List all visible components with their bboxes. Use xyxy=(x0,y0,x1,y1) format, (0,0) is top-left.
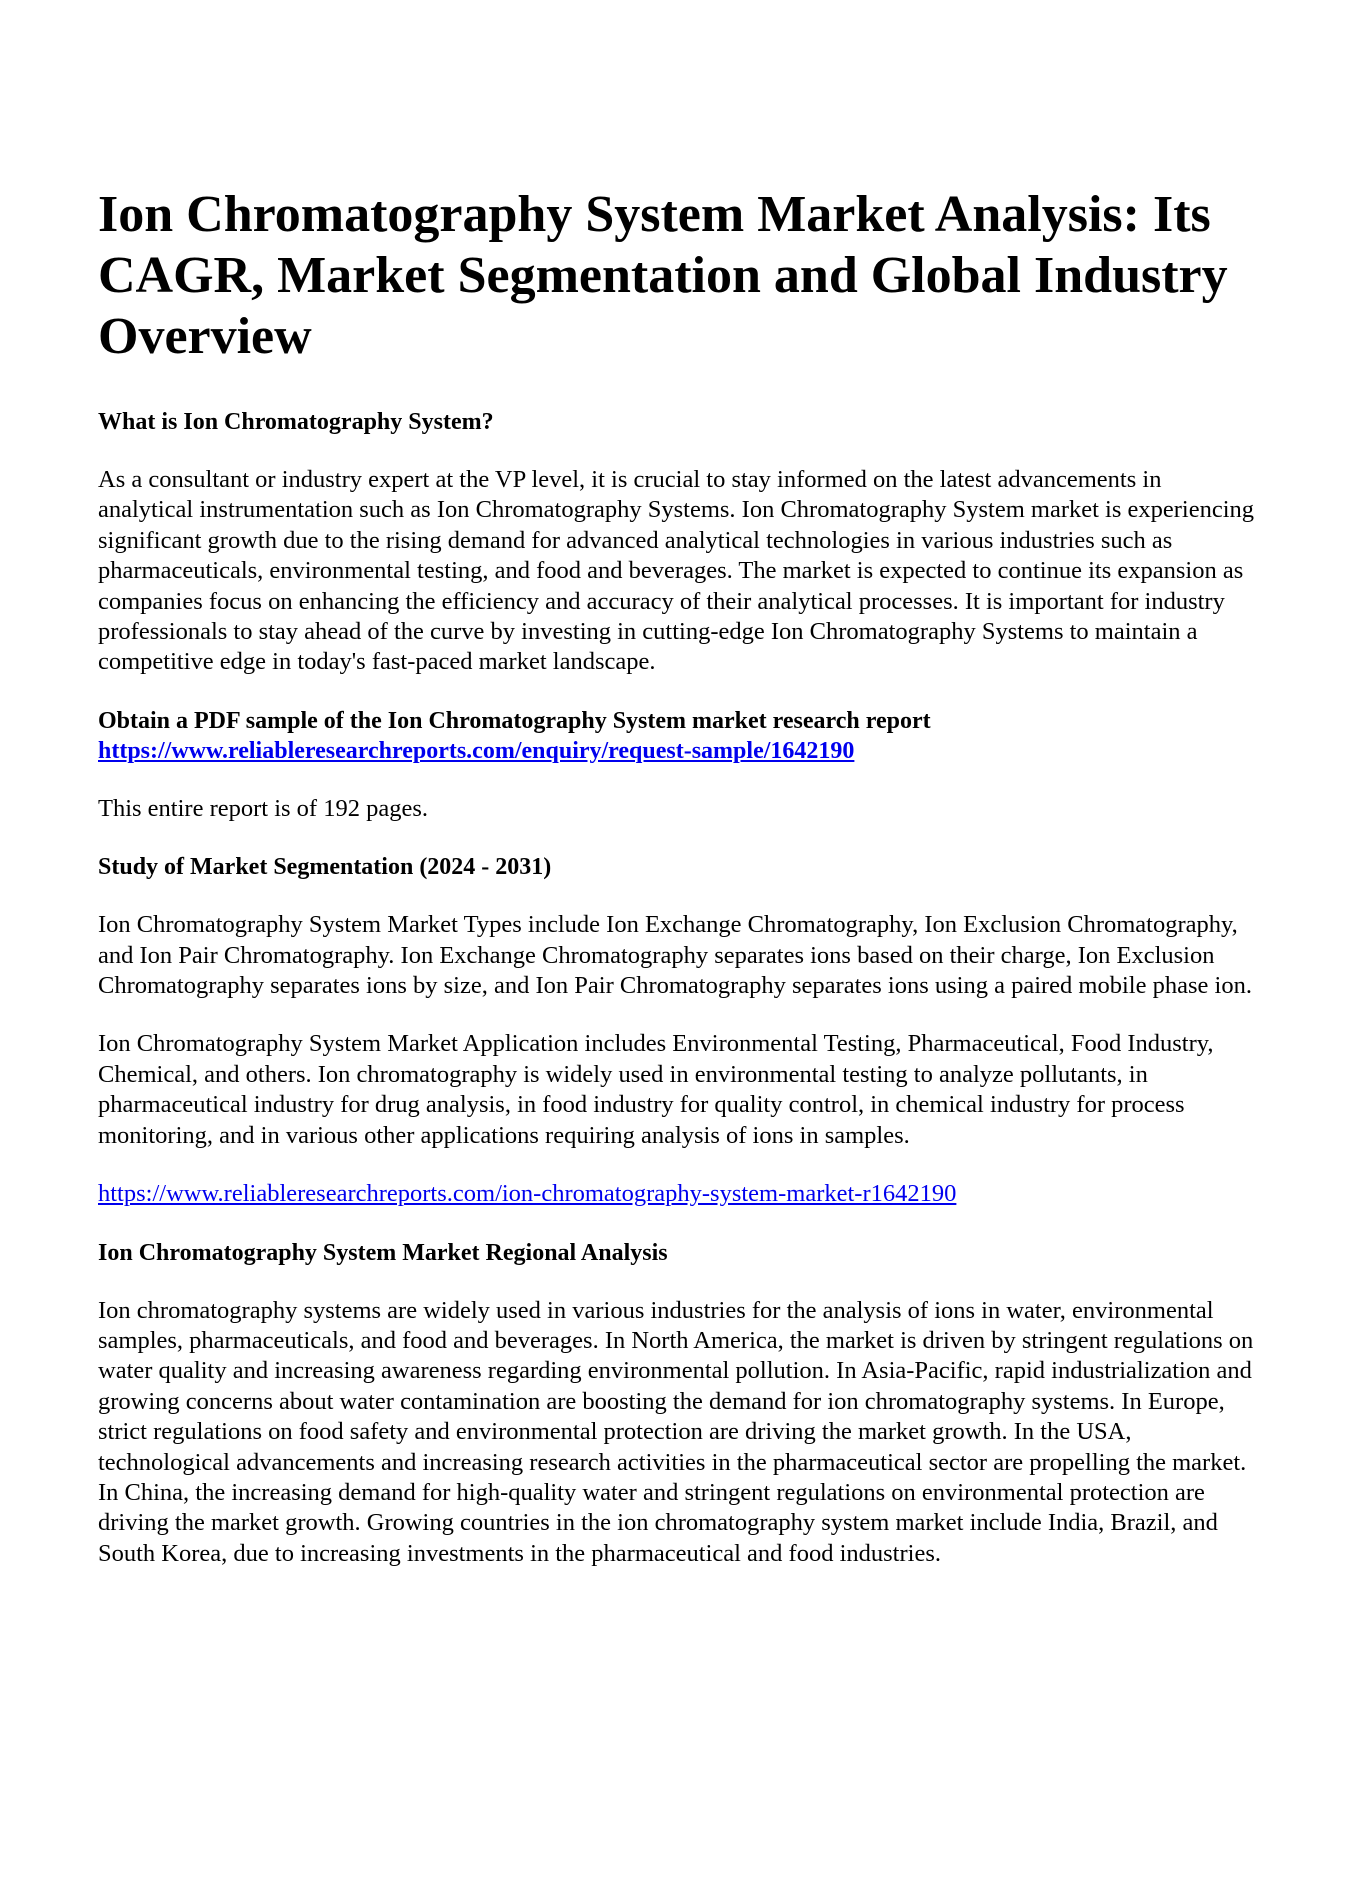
sample-link[interactable]: https://www.reliableresearchreports.com/enquiry/request-sample/1642190 xyxy=(98,737,855,764)
what-is-heading: What is Ion Chromatography System? xyxy=(98,409,494,435)
segmentation-heading: Study of Market Segmentation (2024 - 2031) xyxy=(98,854,552,881)
sample-text: Obtain a PDF sample of the Ion Chromatography System market research report xyxy=(98,707,931,734)
page-title: Ion Chromatography System Market Analysis: Its CAGR, Market Segmentation and Global Industry Overview xyxy=(98,186,1228,365)
pages-text: This entire report is of 192 pages. xyxy=(98,794,428,822)
types-paragraph: Ion Chromatography System Market Types include Ion Exchange Chromatography, Ion Exclusion Chromatography, and Ion Pair Chromatography. Ion Exchange Chromatography separates ions based on their charge, Ion Exclusion Chromatography separates ions by size, and Ion Pair Chromatography separates ions using a paired mobile phase ion. xyxy=(98,911,1252,1000)
report-link-paragraph xyxy=(98,1179,1258,1209)
report-link[interactable]: https://www.reliableresearchreports.com/ion-chromatography-system-market-r1642190 xyxy=(98,1180,957,1208)
intro-paragraph: As a consultant or industry expert at the VP level, it is crucial to stay informed on the latest advancements in analytical instrumentation such as Ion Chromatography Systems. Ion Chromatography System market is experiencing significant growth due to the rising demand for advanced analytical technologies in various industries such as pharmaceuticals, environmental testing, and food and beverages. The market is expected to continue its expansion as companies focus on enhancing the efficiency and accuracy of their analytical processes. It is important for industry professionals to stay ahead of the curve by investing in cutting-edge Ion Chromatography Systems to maintain a competitive edge in today's fast-paced market landscape. xyxy=(98,466,1255,676)
document-page xyxy=(98,184,1258,1597)
regional-paragraph: Ion chromatography systems are widely used in various industries for the analysis of ions in water, environmental samples, pharmaceuticals, and food and beverages. In North America, the market is driven by stringent regulations on water quality and increasing awareness regarding environmental pollution. In Asia-Pacific, rapid industrialization and growing concerns about water contamination are boosting the demand for ion chromatography systems. In Europe, strict regulations on food safety and environmental protection are driving the market growth. In the USA, technological advancements and increasing research activities in the pharmaceutical sector are propelling the market. In China, the increasing demand for high-quality water and stringent regulations on environmental protection are driving the market growth. Growing countries in the ion chromatography system market include India, Brazil, and South Korea, due to increasing investments in the pharmaceutical and food industries. xyxy=(98,1296,1254,1567)
regional-heading: Ion Chromatography System Market Regional Analysis xyxy=(98,1239,668,1266)
application-paragraph: Ion Chromatography System Market Application includes Environmental Testing, Pharmaceutical, Food Industry, Chemical, and others. Ion chromatography is widely used in environmental testing to analyze pollutants, in pharmaceutical industry for drug analysis, in food industry for quality control, in chemical industry for process monitoring, and in various other applications requiring analysis of ions in samples. xyxy=(98,1030,1214,1149)
sample-request xyxy=(98,706,1258,766)
